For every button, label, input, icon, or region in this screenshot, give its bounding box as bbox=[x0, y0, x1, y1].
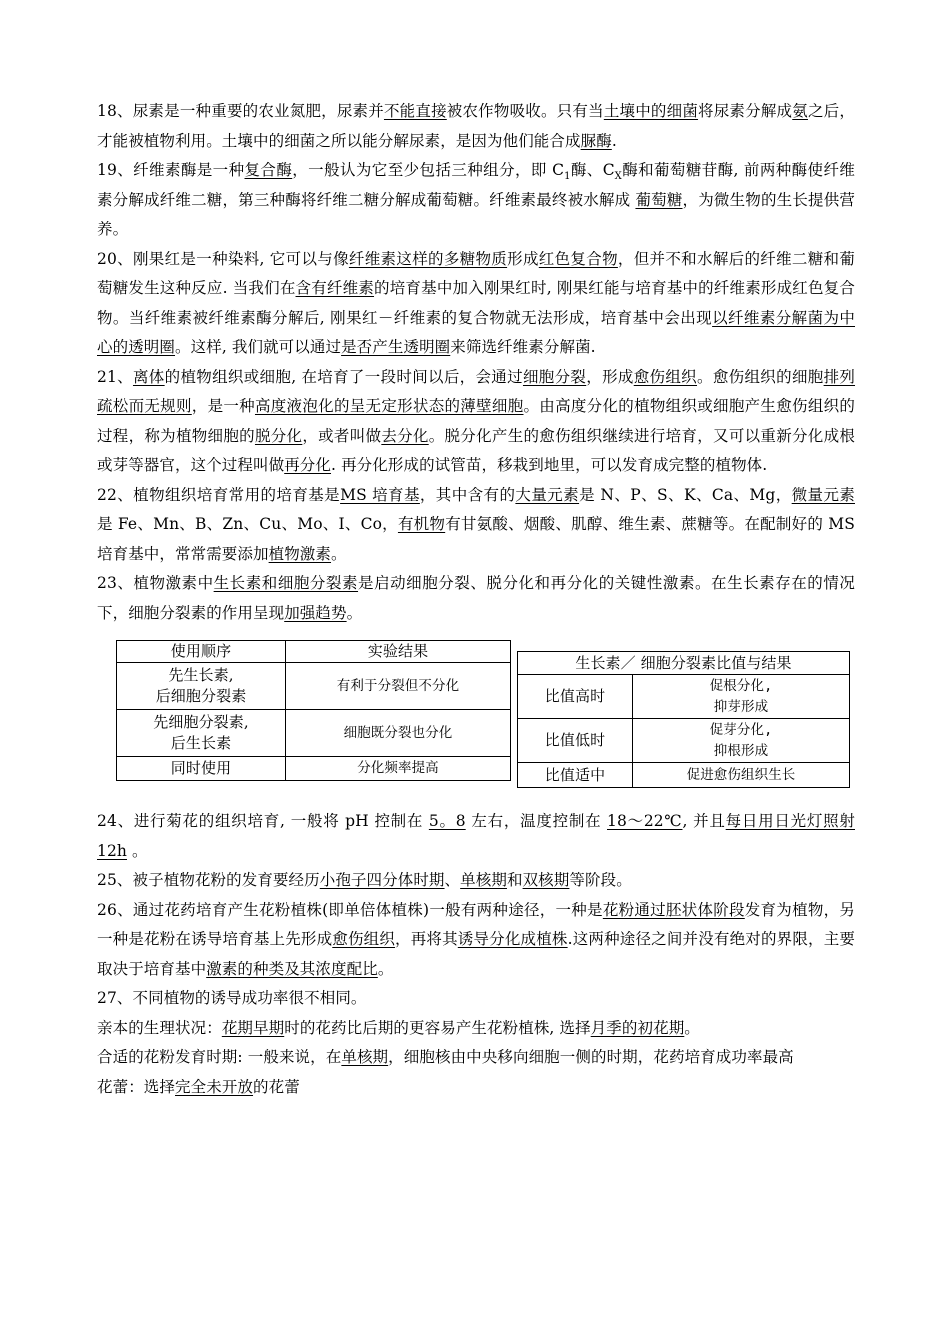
text: 23、植物激素中 bbox=[97, 574, 214, 592]
text: ，但并不和水解后的纤维二糖和葡萄糖发生这种反应. 当我们在 bbox=[97, 249, 855, 297]
paragraph-26 bbox=[97, 896, 855, 985]
underlined-answer: 每日用日光灯照射 12h bbox=[97, 812, 855, 860]
text: 时的花药比后期的更容易产生花粉植株, 选择 bbox=[284, 1018, 591, 1037]
subscript: 1 bbox=[564, 171, 571, 183]
table-header: 实验结果 bbox=[286, 641, 511, 663]
underlined-answer: 单核期 bbox=[460, 871, 507, 889]
paragraph-flower-bud bbox=[97, 1073, 855, 1103]
underlined-answer: 含有纤维素 bbox=[295, 279, 375, 297]
table-cell: 比值低时 bbox=[518, 719, 633, 763]
text: 26、通过花药培育产生花粉植株(即单倍体植株)一般有两种途径，一种是 bbox=[97, 900, 603, 919]
table-header: 生长素／ 细胞分裂素比值与结果 bbox=[518, 652, 850, 675]
text: 左右，温度控制在 bbox=[465, 812, 607, 830]
text: 是 Fe、Mn、B、Zn、Cu、Mo、I、Co， bbox=[97, 515, 398, 533]
text: 。 bbox=[127, 841, 148, 860]
text: 花蕾：选择 bbox=[97, 1077, 176, 1096]
underlined-answer: 离体 bbox=[132, 367, 165, 386]
text: 来筛选纤维素分解菌. bbox=[450, 338, 596, 356]
table-cell bbox=[633, 719, 850, 763]
paragraph-pollen-stage bbox=[97, 1043, 855, 1073]
hormone-ratio-table bbox=[517, 651, 850, 788]
text: 和 bbox=[506, 871, 523, 889]
text: 19、纤维素酶是一种 bbox=[97, 161, 245, 179]
text: 25、被子植物花粉的发育要经历 bbox=[97, 871, 320, 889]
cell-line: 先生长素, bbox=[168, 666, 234, 684]
paragraph-21 bbox=[97, 363, 855, 481]
paragraph-19 bbox=[97, 156, 855, 245]
cell-line: 后生长素 bbox=[170, 734, 232, 752]
underlined-answer: 月季的初花期 bbox=[590, 1018, 685, 1037]
table-cell: 比值适中 bbox=[518, 763, 633, 788]
underlined-answer: 激素的种类及其浓度配比 bbox=[206, 959, 378, 978]
text: ，形成 bbox=[586, 367, 634, 386]
underlined-answer: 有机物 bbox=[397, 515, 446, 533]
text: ，再将其 bbox=[395, 930, 458, 948]
paragraph-22 bbox=[97, 481, 855, 570]
underlined-answer: 红色复合物 bbox=[538, 249, 618, 268]
text: 21、 bbox=[97, 367, 133, 386]
table-cell: 同时使用 bbox=[117, 757, 286, 781]
table-cell: 细胞既分裂也分化 bbox=[286, 710, 511, 757]
text: 等阶段。 bbox=[569, 871, 632, 889]
text: 酶、C bbox=[570, 161, 615, 179]
paragraph-20 bbox=[97, 245, 855, 363]
underlined-answer: 脲酶 bbox=[580, 131, 612, 150]
cell-line: 促芽分化, bbox=[709, 721, 773, 738]
table-header: 使用顺序 bbox=[117, 641, 286, 663]
text: ，是一种 bbox=[191, 397, 255, 415]
text: 27、不同植物的诱导成功率很不相同。 bbox=[97, 989, 367, 1007]
text: 将尿素分解成 bbox=[698, 102, 793, 120]
subscript: X bbox=[614, 171, 622, 183]
underlined-answer: 是否产生透明圈 bbox=[341, 338, 451, 356]
table-header-row bbox=[117, 641, 511, 663]
text: 。 bbox=[684, 1018, 700, 1037]
text: 的花蕾 bbox=[253, 1077, 300, 1096]
underlined-answer: 纤维素这样的多糖物质 bbox=[348, 249, 508, 268]
text: ，一般认为它至少包括三种组分，即 C bbox=[292, 161, 565, 179]
underlined-answer: 小孢子四分体时期 bbox=[319, 871, 445, 889]
cell-line: 促根分化, bbox=[709, 677, 773, 694]
table-row bbox=[117, 710, 511, 757]
text: ，为微生物的生长提供营养。 bbox=[97, 190, 855, 238]
underlined-answer: 花期早期 bbox=[221, 1018, 285, 1037]
table-cell: 促进愈伤组织生长 bbox=[633, 763, 850, 788]
underlined-answer: 5。8 bbox=[428, 812, 466, 830]
text: ，细胞核由中央移向细胞一侧的时期，花药培育成功率最高 bbox=[388, 1048, 794, 1066]
underlined-answer: 高度液泡化的呈无定形状态的薄壁细胞 bbox=[254, 397, 524, 415]
underlined-answer: 加强趋势 bbox=[284, 603, 347, 622]
underlined-answer: 18～22℃ bbox=[607, 812, 683, 830]
cell-line: 抑芽形成 bbox=[713, 698, 769, 715]
table-header-row bbox=[518, 652, 850, 675]
text: 亲本的生理状况： bbox=[97, 1018, 222, 1037]
text: 18、尿素是一种重要的农业氮肥，尿素并 bbox=[97, 102, 384, 120]
underlined-answer: 双核期 bbox=[522, 871, 570, 889]
table-cell bbox=[633, 675, 850, 719]
cell-line: 先细胞分裂素, bbox=[153, 713, 249, 731]
text: 形成 bbox=[507, 249, 539, 268]
table-row bbox=[518, 763, 850, 788]
table-row bbox=[518, 675, 850, 719]
text: 22、植物组织培育常用的培育基是 bbox=[97, 485, 341, 504]
underlined-answer: 诱导分化成植株 bbox=[457, 930, 568, 948]
underlined-answer: 花粉通过胚状体阶段 bbox=[602, 900, 745, 919]
underlined-answer: 复合酶 bbox=[244, 161, 293, 179]
text: , 并且 bbox=[682, 812, 726, 830]
paragraph-parent-plant bbox=[97, 1014, 855, 1044]
underlined-answer: 微量元素 bbox=[791, 485, 855, 504]
text: 被农作物吸收。只有当 bbox=[446, 102, 604, 120]
underlined-answer: 不能直接 bbox=[383, 102, 447, 120]
underlined-answer: 去分化 bbox=[381, 426, 429, 445]
paragraph-23 bbox=[97, 569, 855, 628]
text: ，其中含有的 bbox=[419, 485, 516, 504]
paragraph-24 bbox=[97, 807, 855, 866]
underlined-answer: 排列疏松而无规则 bbox=[97, 367, 856, 415]
underlined-answer: 愈伤组织 bbox=[633, 367, 698, 386]
text: 。 bbox=[346, 603, 363, 622]
text: 。 bbox=[377, 959, 394, 978]
paragraph-27 bbox=[97, 984, 855, 1014]
table-row bbox=[117, 757, 511, 781]
paragraph-25 bbox=[97, 866, 855, 896]
underlined-answer: 生长素和细胞分裂素 bbox=[213, 574, 359, 592]
underlined-answer: 氨 bbox=[792, 102, 808, 120]
document-page bbox=[97, 97, 855, 1102]
underlined-answer: 细胞分裂 bbox=[522, 367, 587, 386]
tables-area bbox=[97, 636, 855, 801]
text: 。愈伤组织的细胞 bbox=[697, 367, 824, 386]
table-row bbox=[117, 663, 511, 710]
text: 。脱分化产生的愈伤组织继续进行培育，又可以重新分化成根或芽等器官，这个过程叫做 bbox=[97, 426, 855, 474]
table-cell bbox=[117, 710, 286, 757]
text: 是 N、P、S、K、Ca、Mg， bbox=[579, 485, 792, 504]
text: 。这样, 我们就可以通过 bbox=[175, 338, 342, 356]
underlined-answer: 土壤中的细菌 bbox=[603, 102, 699, 120]
underlined-answer: 脱分化 bbox=[254, 426, 303, 445]
table-cell: 比值高时 bbox=[518, 675, 633, 719]
text: .这两种途径之间并没有绝对的界限，主要取决于培育基中 bbox=[97, 930, 855, 978]
paragraph-18 bbox=[97, 97, 855, 156]
underlined-answer: 植物激素 bbox=[268, 544, 332, 563]
underlined-answer: 愈伤组织 bbox=[332, 930, 396, 948]
text: 的培育基中加入刚果红时, 刚果红能与培育基中的纤维素形成红色复合物。当纤维素被纤维素酶分解后, 刚果红－纤维素的复合物就无法形成，培育基中会出现 bbox=[97, 279, 855, 327]
underlined-answer: 葡萄糖 bbox=[635, 190, 683, 209]
table-cell: 有利于分裂但不分化 bbox=[286, 663, 511, 710]
text: 。由高度分化的植物组织或细胞产生愈伤组织的过程，称为植物细胞的 bbox=[97, 397, 856, 445]
text: 发育为植物，另一种是花粉在诱导培育基上先形成 bbox=[97, 900, 855, 948]
text: 、 bbox=[444, 871, 461, 889]
text: . bbox=[611, 131, 617, 150]
underlined-answer: 再分化 bbox=[284, 456, 332, 474]
text: ，或者叫做 bbox=[302, 426, 382, 445]
table-cell: 分化频率提高 bbox=[286, 757, 511, 781]
table-row bbox=[518, 719, 850, 763]
text: 之后，才能被植物利用。土壤中的细菌之所以能分解尿素，是因为他们能合成 bbox=[97, 102, 855, 150]
text: 。 bbox=[331, 544, 347, 563]
underlined-answer: 以纤维素分解菌为中心的透明圈 bbox=[97, 308, 856, 356]
cell-line: 抑根形成 bbox=[713, 742, 769, 759]
hormone-order-table bbox=[116, 640, 511, 781]
cell-line: 后细胞分裂素 bbox=[155, 687, 247, 705]
text: 酶和葡萄糖苷酶, 前两种酶使纤维素分解成纤维二糖，第三种酶将纤维二糖分解成葡萄糖。纤维素最终被水解成 bbox=[97, 161, 855, 209]
text: 20、刚果红是一种染料, 它可以与像 bbox=[97, 249, 349, 268]
underlined-answer: 大量元素 bbox=[515, 485, 580, 504]
text: 的植物组织或细胞, 在培育了一段时间以后，会通过 bbox=[164, 367, 523, 386]
underlined-answer: 单核期 bbox=[341, 1048, 389, 1066]
text: 合适的花粉发育时期: 一般来说，在 bbox=[97, 1048, 342, 1066]
underlined-answer: 完全未开放 bbox=[175, 1077, 254, 1096]
underlined-answer: MS 培育基 bbox=[340, 485, 420, 504]
text: 有甘氨酸、烟酸、肌醇、维生素、蔗糖等。在配制好的 MS 培育基中，常常需要添加 bbox=[97, 515, 855, 563]
table-cell bbox=[117, 663, 286, 710]
text: . 再分化形成的试管苗，移栽到地里，可以发育成完整的植物体. bbox=[331, 456, 768, 474]
text: 是启动细胞分裂、脱分化和再分化的关键性激素。在生长素存在的情况下，细胞分裂素的作用呈现 bbox=[97, 574, 855, 622]
text: 24、进行菊花的组织培育, 一般将 pH 控制在 bbox=[97, 812, 429, 830]
